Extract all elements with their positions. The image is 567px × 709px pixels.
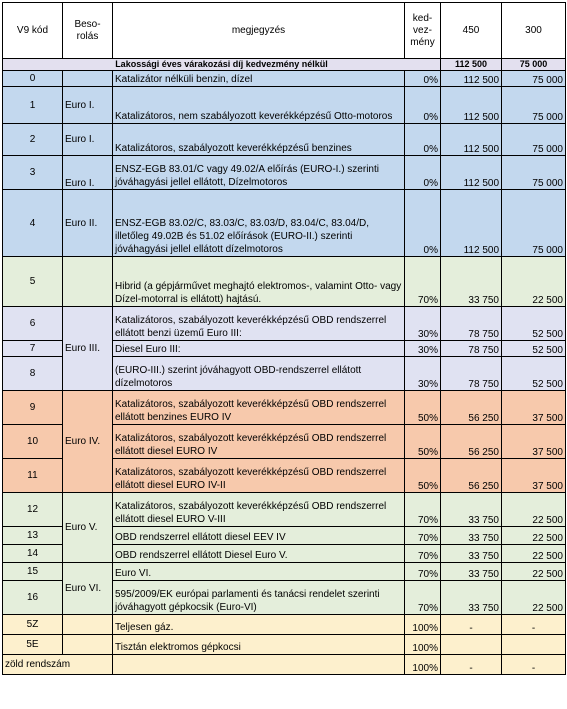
table-row [3,563,566,581]
row-fee-300: 37 500 [502,391,566,425]
row-discount: 70% [405,545,441,563]
row-code: 6 [3,307,63,341]
row-note: Katalizátoros, szabályozott keverékképzésű benzines [113,124,405,156]
row-discount: 70% [405,493,441,527]
row-discount: 0% [405,156,441,190]
row-discount: 30% [405,357,441,391]
row-class: Euro IV. [63,391,113,493]
row-code: 11 [3,459,63,493]
row-note: Tisztán elektromos gépkocsi [113,635,405,655]
row-fee-450: 33 750 [441,581,502,615]
fee-discount-table [2,2,566,675]
row-fee-300: 75 000 [502,156,566,190]
row-note: Katalizátor nélküli benzin, dízel [113,71,405,87]
row-class: Euro III. [63,307,113,391]
row-note: Euro VI. [113,563,405,581]
col-header-discount: ked- vez- mény [405,3,441,59]
table-row [3,655,566,675]
row-fee-450: 33 750 [441,527,502,545]
table-row [3,493,566,527]
row-fee-450: 33 750 [441,257,502,307]
table-row [3,190,566,257]
base-fee-300: 75 000 [502,59,566,71]
row-code: zöld rendszám [3,655,113,675]
col-header-300: 300 [502,3,566,59]
row-class: Euro I. [63,87,113,124]
row-code: 14 [3,545,63,563]
row-note: OBD rendszerrel ellátott Diesel Euro V. [113,545,405,563]
base-fee-450: 112 500 [441,59,502,71]
row-discount: 100% [405,635,441,655]
row-discount: 0% [405,190,441,257]
table-row [3,87,566,124]
row-note [113,655,405,675]
row-fee-450: 56 250 [441,425,502,459]
row-class: Euro VI. [63,563,113,615]
row-fee-300: 52 500 [502,307,566,341]
table-row [3,71,566,87]
row-class: Euro I. [63,156,113,190]
row-fee-300: 75 000 [502,124,566,156]
table-row [3,307,566,341]
row-code: 16 [3,581,63,615]
row-discount: 0% [405,87,441,124]
row-note: Diesel Euro III: [113,341,405,357]
row-discount: 70% [405,581,441,615]
row-code: 5E [3,635,63,655]
row-note: 595/2009/EK európai parlamenti és tanácsi rendelet szerinti jóváhagyott gépkocsik (Euro-VI) [113,581,405,615]
table-row [3,635,566,655]
row-fee-450: 112 500 [441,156,502,190]
row-fee-300: 37 500 [502,459,566,493]
row-discount: 70% [405,257,441,307]
row-fee-450: - [441,615,502,635]
row-note: Katalizátoros, szabályozott keverékképzésű OBD rendszerrel ellátott benzines EURO IV [113,391,405,425]
row-code: 13 [3,527,63,545]
row-fee-300: 52 500 [502,357,566,391]
row-class [63,615,113,635]
table-row [3,615,566,635]
row-class: Euro I. [63,124,113,156]
row-code: 1 [3,87,63,124]
row-code: 5Z [3,615,63,635]
row-fee-300: 22 500 [502,493,566,527]
row-fee-300: 22 500 [502,527,566,545]
row-discount: 100% [405,615,441,635]
row-fee-450: 33 750 [441,545,502,563]
row-fee-450: 112 500 [441,71,502,87]
row-code: 7 [3,341,63,357]
row-class [63,71,113,87]
row-fee-300: 75 000 [502,190,566,257]
table-row [3,156,566,190]
row-discount: 0% [405,71,441,87]
row-fee-300: 22 500 [502,257,566,307]
row-note: Katalizátoros, szabályozott keverékképzésű OBD rendszerrel ellátott diesel EURO IV-II [113,459,405,493]
row-fee-450: 112 500 [441,124,502,156]
base-fee-row [3,59,566,71]
row-discount: 70% [405,527,441,545]
row-fee-300: 75 000 [502,87,566,124]
row-code: 10 [3,425,63,459]
row-fee-450: 33 750 [441,493,502,527]
row-fee-300 [502,635,566,655]
row-fee-450: 56 250 [441,391,502,425]
row-code: 0 [3,71,63,87]
row-class [63,635,113,655]
row-note: Katalizátoros, nem szabályozott keverékképzésű Otto-motoros [113,87,405,124]
row-discount: 30% [405,307,441,341]
row-fee-300: 22 500 [502,545,566,563]
row-class [63,257,113,307]
row-fee-300: 75 000 [502,71,566,87]
row-fee-300: - [502,615,566,635]
row-fee-450: 56 250 [441,459,502,493]
row-code: 2 [3,124,63,156]
row-fee-300: 22 500 [502,581,566,615]
row-fee-450: 33 750 [441,563,502,581]
row-fee-300: 37 500 [502,425,566,459]
row-note: OBD rendszerrel ellátott diesel EEV IV [113,527,405,545]
col-header-note: megjegyzés [113,3,405,59]
row-note: Katalizátoros, szabályozott keverékképzésű OBD rendszerrel ellátott diesel EURO IV [113,425,405,459]
row-code: 4 [3,190,63,257]
row-discount: 70% [405,563,441,581]
row-class: Euro II. [63,190,113,257]
row-code: 15 [3,563,63,581]
row-note: ENSZ-EGB 83.02/C, 83.03/C, 83.03/D, 83.04/C, 83.04/D, illetőleg 49.02B és 51.02 előírások (EURO-II.) szerinti jóváhagyási jellel ellátott dízelmotoros [113,190,405,257]
row-discount: 100% [405,655,441,675]
col-header-code: V9 kód [3,3,63,59]
row-note: Katalizátoros, szabályozott keverékképzésű OBD rendszerrel ellátott benzi üzemű Euro III: [113,307,405,341]
table-row [3,124,566,156]
base-fee-label: Lakossági éves várakozási díj kedvezmény nélkül [3,59,441,71]
row-code: 5 [3,257,63,307]
row-discount: 50% [405,425,441,459]
row-note: (EURO-III.) szerint jóváhagyott OBD-rendszerrel ellátott dízelmotoros [113,357,405,391]
row-discount: 30% [405,341,441,357]
row-note: Teljesen gáz. [113,615,405,635]
row-fee-450: 78 750 [441,307,502,341]
row-note: Katalizátoros, szabályozott keverékképzésű OBD rendszerrel ellátott diesel EURO V-III [113,493,405,527]
table-row [3,257,566,307]
row-discount: 50% [405,391,441,425]
row-fee-300: 52 500 [502,341,566,357]
row-fee-300: - [502,655,566,675]
row-code: 8 [3,357,63,391]
row-discount: 0% [405,124,441,156]
col-header-450: 450 [441,3,502,59]
row-class: Euro V. [63,493,113,563]
row-fee-450 [441,635,502,655]
row-code: 12 [3,493,63,527]
row-code: 9 [3,391,63,425]
row-code: 3 [3,156,63,190]
row-note: ENSZ-EGB 83.01/C vagy 49.02/A előírás (EURO-I.) szerinti jóváhagyási jellel ellátott, Dízelmotoros [113,156,405,190]
row-fee-450: 78 750 [441,357,502,391]
row-fee-450: - [441,655,502,675]
header-row [3,3,566,59]
row-fee-450: 112 500 [441,87,502,124]
col-header-class: Beso- rolás [63,3,113,59]
row-fee-450: 112 500 [441,190,502,257]
row-fee-450: 78 750 [441,341,502,357]
row-discount: 50% [405,459,441,493]
table-row [3,391,566,425]
row-fee-300: 22 500 [502,563,566,581]
row-note: Hibrid (a gépjárművet meghajtó elektromos-, valamint Otto- vagy Dízel-motorral is ellátott) hajtású. [113,257,405,307]
